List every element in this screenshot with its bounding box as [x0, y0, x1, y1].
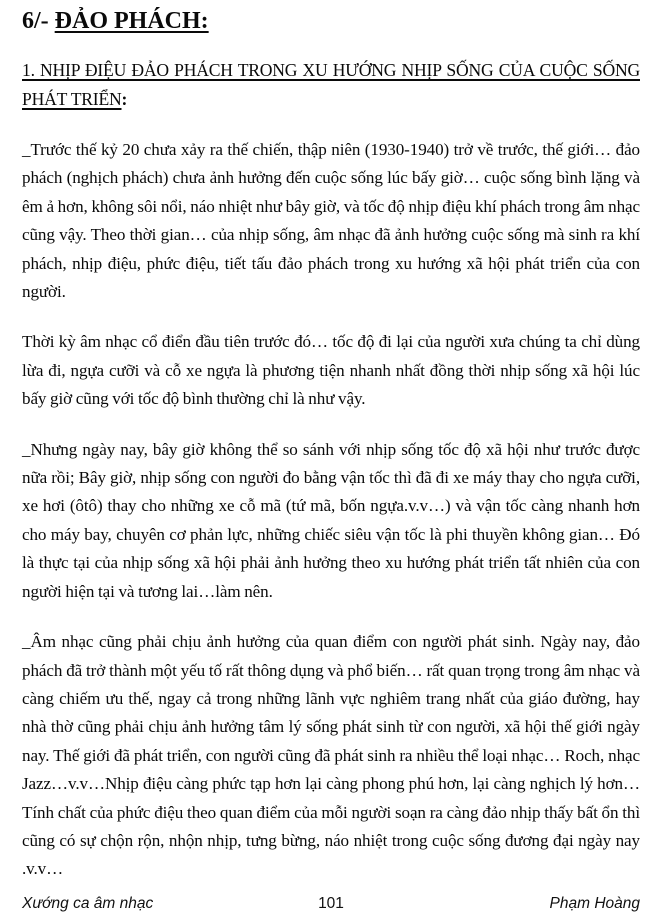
page-footer	[22, 895, 640, 913]
section-title-prefix: 6/-	[22, 8, 55, 34]
section-heading-text: 1. NHỊP ĐIỆU ĐẢO PHÁCH TRONG XU HƯỚNG NHỊP SỐNG CỦA CUỘC SỐNG PHÁT TRIỂN	[22, 60, 640, 109]
paragraph-3: _Nhưng ngày nay, bây giờ không thể so sánh với nhịp sống tốc độ xã hội như trước được nữa rồi; Bây giờ, nhịp sống con người đo bằng vận tốc thì đã đi xe máy thay cho ngựa cưỡi, xe hơi (ôtô) thay cho những xe cỗ mã (tứ mã, bốn ngựa.v.v…) và vận tốc càng nhanh hơn cho máy bay, chuyên cơ phản lực, những chiếc siêu vận tốc là phi thuyền không gian… Đó là thực tại của nhịp sống xã hội phải ảnh hưởng theo xu hướng phát triển tất nhiên của con người hiện tại và tương lai…làm nên.	[22, 439, 640, 601]
paragraph-2: Thời kỳ âm nhạc cổ điển đầu tiên trước đó… tốc độ đi lại của người xưa chúng ta chỉ dùng lừa đi, ngựa cưỡi và cỗ xe ngựa là phương tiện nhanh nhất đồng thời nhịp sống xã hội lúc bấy giờ cũng với tốc độ bình thường chỉ là như vậy.	[22, 332, 640, 409]
footer-author: Phạm Hoàng	[549, 895, 640, 912]
footer-book-title: Xướng ca âm nhạc	[22, 895, 154, 912]
section-title-text: ĐẢO PHÁCH:	[54, 8, 209, 34]
paragraph-4: _Âm nhạc cũng phải chịu ảnh hưởng của quan điểm con người phát sinh. Ngày nay, đảo phách đã trở thành một yếu tố rất thông dụng và phổ biến… rất quan trọng trong âm nhạc và càng chiếm ưu thế, ngay cả trong những lãnh vực nghiêm trang nhất của giáo đường, hay nhà thờ cũng phải chịu ảnh hưởng tâm lý sống phát sinh từ con người, xã hội thế giới ngày nay. Thế giới đã phát triển, con người cũng đã phát sinh ra nhiều thể loại nhạc… Roch, nhạc Jazz…v.v…Nhịp điệu càng phức tạp hơn lại càng phong phú hơn, lại càng nghịch lý hơn…Tính chất của phức điệu theo quan điểm của mỗi người soạn ra càng đảo nhịp thấy bất ổn thì cũng có sự chộn rộn, nhộn nhịp, tưng bừng, náo nhiệt trong cuộc sống đương đại ngày nay .v.v…	[22, 632, 640, 879]
footer-page-number: 101	[318, 895, 344, 912]
section-heading	[22, 56, 640, 114]
section-heading-colon: :	[121, 89, 128, 109]
paragraph-1: _Trước thế kỷ 20 chưa xảy ra thế chiến, thập niên (1930-1940) trở về trước, thế giới… đảo phách (nghịch phách) chưa ảnh hưởng đến cuộc sống lúc bấy giờ… cuộc sống bình lặng và êm ả hơn, không sôi nổi, náo nhiệt như bây giờ, và tốc độ nhịp điệu khí phách trong âm nhạc cũng vậy. Theo thời gian… của nhịp sống, âm nhạc đã ảnh hưởng cuộc sống mà sinh ra khí phách, nhịp điệu, phức điệu, tiết tấu đảo phách trong xu hướng xã hội phát triển của con người.	[22, 140, 640, 302]
section-title	[22, 6, 640, 36]
